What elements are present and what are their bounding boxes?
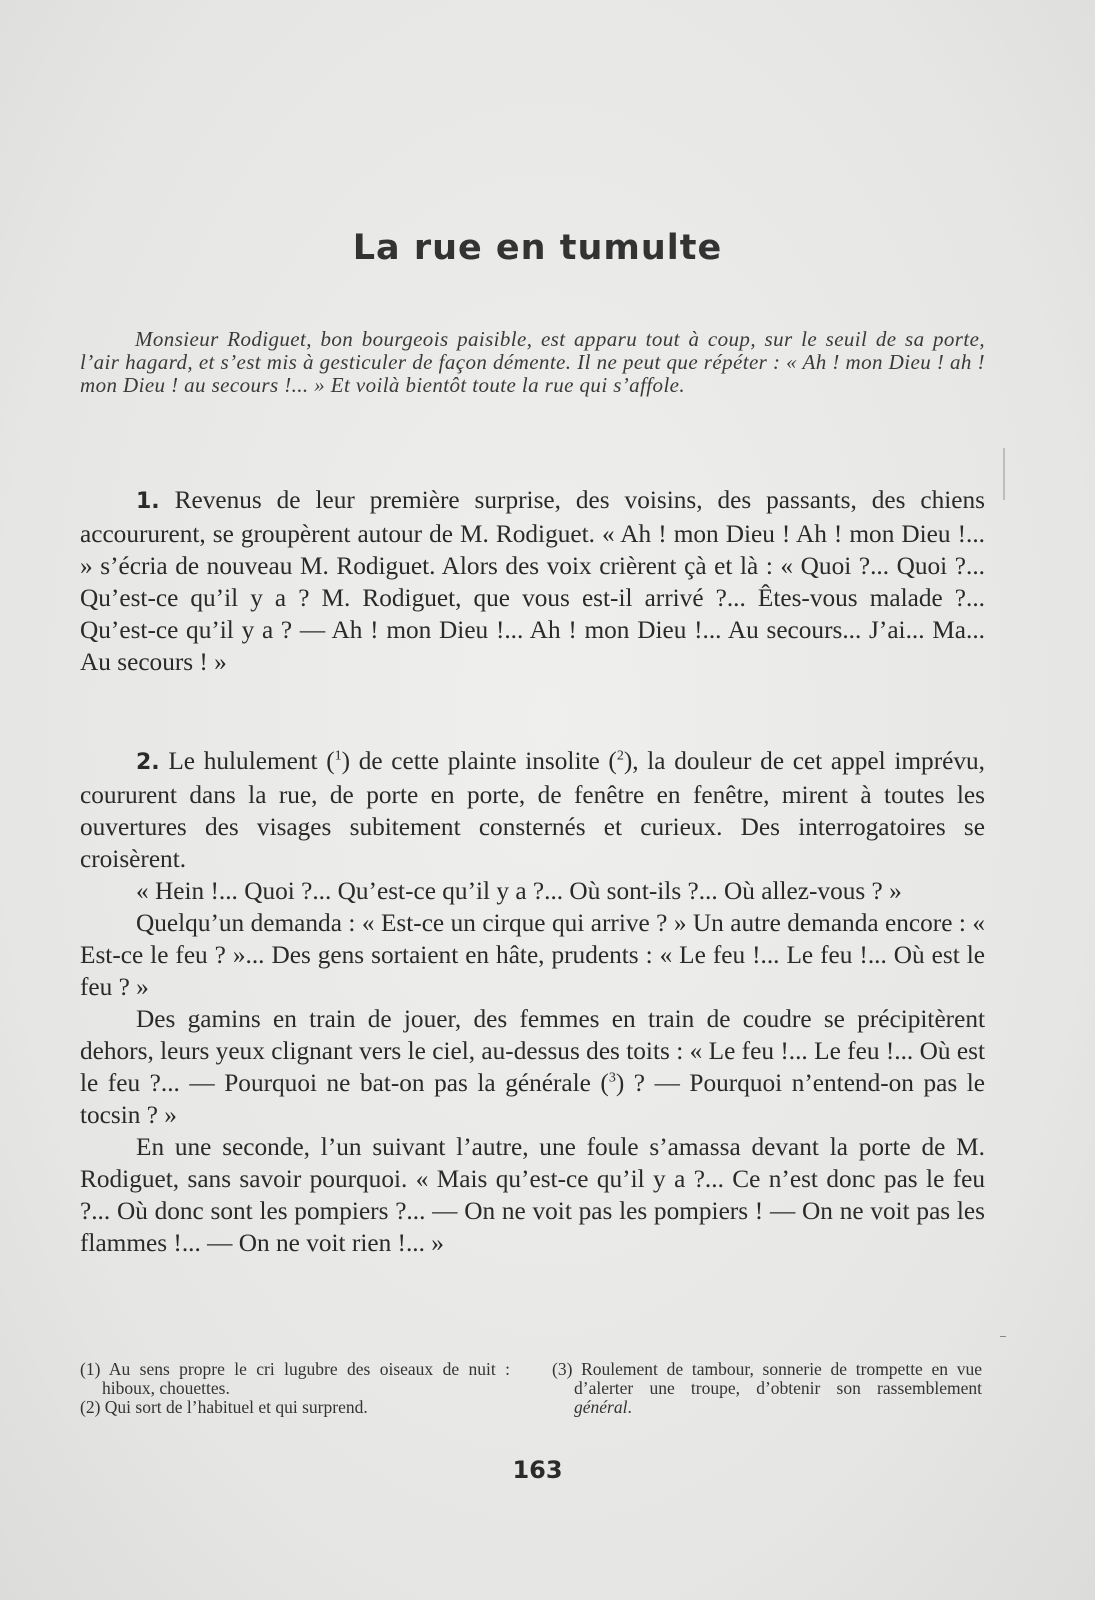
footnote-1-text: Au sens propre le cri lugubre des oiseaux de nuit : hiboux, chouettes.	[102, 1359, 510, 1398]
footnote-ref-3: 3	[608, 1070, 616, 1086]
section-2-text: Le hululement (	[168, 747, 335, 775]
footnote-2	[80, 1398, 510, 1417]
footnote-3-text: Roulement de tambour, sonnerie de trompette en vue d’alerter une troupe, d’obtenir son rassemblement	[574, 1359, 983, 1398]
section-2-text: Des gamins en train de jouer, des femmes en train de coudre se précipitèrent dehors, leurs yeux clignant vers le ciel, au-dessus des toits : « Le feu !... Le feu !... Où est le feu ?... — Pourquoi ne bat-on pas la générale (	[80, 1005, 985, 1097]
section-2	[80, 745, 985, 1259]
footnote-3-emphasis: général	[574, 1397, 628, 1417]
section-2-paragraph-1	[80, 745, 985, 875]
section-2-paragraph-5: En une seconde, l’un suivant l’autre, une foule s’amassa devant la porte de M. Rodiguet, sans savoir pourquoi. « Mais qu’est-ce qu’il y a ?... Ce n’est donc pas le feu ?... Où donc sont les pompiers ?... — On ne voit pas les pompiers ! — On ne voit pas les flammes !... — On ne voit rien !... »	[80, 1133, 985, 1257]
section-1	[80, 484, 985, 678]
page-number: 163	[512, 1456, 563, 1484]
footnote-1-mark: (1)	[80, 1359, 101, 1379]
section-2-number: 2.	[136, 750, 160, 775]
footnotes-right	[552, 1360, 982, 1417]
footnote-rule	[1000, 1336, 1006, 1337]
footnote-1	[80, 1360, 510, 1398]
section-2-paragraph-3: Quelqu’un demanda : « Est-ce un cirque qui arrive ? » Un autre demanda encore : « Est-ce le feu ? »... Des gens sortaient en hâte, prudents : « Le feu !... Le feu !... Où est le feu ? »	[80, 909, 985, 1001]
footnote-3-mark: (3)	[552, 1359, 573, 1379]
section-2-text: ) de cette plainte insolite (	[341, 747, 617, 775]
footnote-3	[552, 1360, 982, 1417]
section-1-paragraph	[80, 484, 985, 678]
section-1-number: 1.	[136, 489, 160, 514]
section-2-text: ), la douleur de cet appel imprévu, coururent dans la rue, de porte en porte, de fenêtre en fenêtre, mirent à toutes les ouvertures des visages subitement consternés et curieux. Des interrogatoires se croisèrent.	[80, 747, 985, 873]
footnotes-left	[80, 1360, 510, 1417]
footnote-2-mark: (2)	[80, 1397, 101, 1417]
footnote-ref-2: 2	[616, 748, 624, 764]
footnote-3-text: .	[627, 1397, 632, 1417]
section-2-paragraph-4	[80, 1003, 985, 1131]
section-2-paragraph-2: « Hein !... Quoi ?... Qu’est-ce qu’il y a ?... Où sont-ils ?... Où allez-vous ? »	[136, 877, 902, 905]
footnote-ref-1: 1	[334, 748, 342, 764]
chapter-title: La rue en tumulte	[352, 228, 723, 268]
intro-paragraph: Monsieur Rodiguet, bon bourgeois paisible, est apparu tout à coup, sur le seuil de sa porte, l’air hagard, et s’est mis à gesticuler de façon démente. Il ne peut que répéter : « Ah ! mon Dieu ! ah ! mon Dieu ! au secours !... » Et voilà bientôt toute la rue qui s’affole.	[80, 327, 985, 397]
margin-mark	[1003, 448, 1005, 500]
footnote-2-text: Qui sort de l’habituel et qui surprend.	[104, 1397, 368, 1417]
section-1-text: Revenus de leur première surprise, des voisins, des passants, des chiens accoururent, se groupèrent autour de M. Rodiguet. « Ah ! mon Dieu ! Ah ! mon Dieu !... » s’écria de nouveau M. Rodiguet. Alors des voix crièrent çà et là : « Quoi ?... Quoi ?... Qu’est-ce qu’il y a ? M. Rodiguet, que vous est-il arrivé ?... Êtes-vous malade ?... Qu’est-ce qu’il y a ? — Ah ! mon Dieu !... Ah ! mon Dieu !... Au secours... J’ai... Ma... Au secours ! »	[80, 486, 985, 676]
section-2-text: ) ? — Pourquoi n’entend-on pas le tocsin ? »	[80, 1069, 986, 1129]
